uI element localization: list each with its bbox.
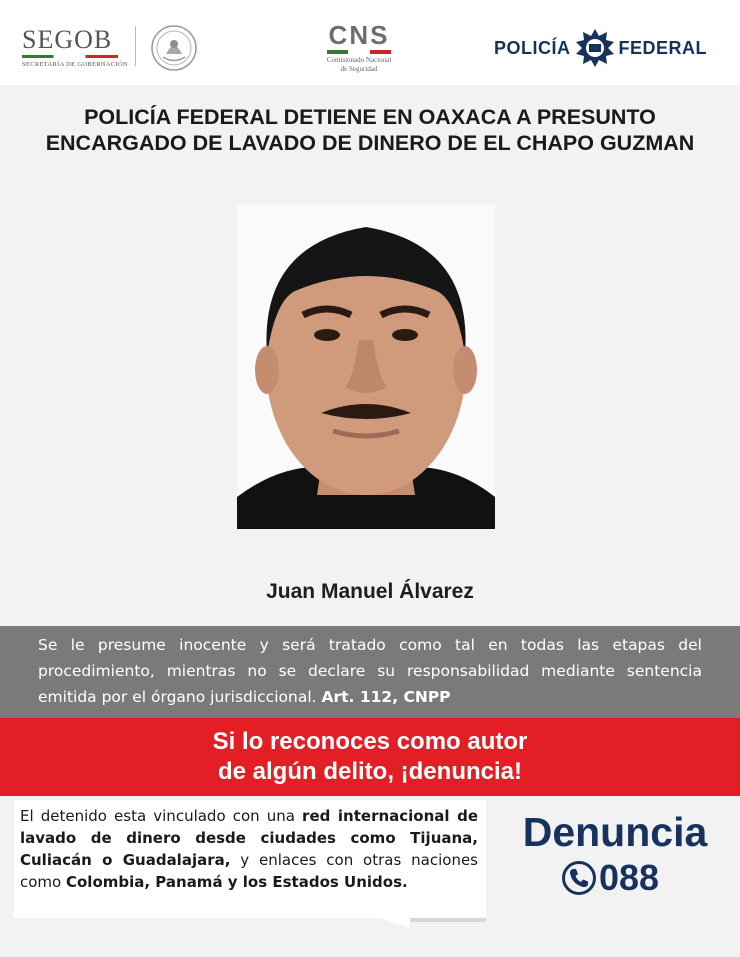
headline <box>0 104 740 156</box>
federal-word: FEDERAL <box>618 37 708 58</box>
segob-subtitle: SECRETARÍA DE GOBERNACIÓN <box>22 61 128 68</box>
cns-subtitle-line2: de Seguridad <box>340 65 378 73</box>
denuncia-block <box>500 808 730 898</box>
denuncia-label: Denuncia <box>522 809 708 855</box>
cta-line1: Si lo reconoces como autor <box>212 728 528 755</box>
headline-line2: ENCARGADO DE LAVADO DE DINERO DE EL CHAPO GUZMAN <box>45 131 695 155</box>
hotline-row[interactable] <box>490 858 730 898</box>
portrait-illustration <box>237 205 495 529</box>
national-seal-icon <box>150 24 198 72</box>
headline-line1: POLICÍA FEDERAL DETIENE EN OAXACA A PRESUNTO <box>84 105 656 129</box>
phone-icon <box>561 860 597 896</box>
cns-subtitle-line1: Comisionado Nacional <box>326 56 392 64</box>
presumption-text: Se le presume inocente y será tratado como tal en todas las etapas del procedimiento, mientras no se declare su responsabilidad mediante sentencia emitida por el órgano jurisdiccional. Art. 112, CNPP <box>38 636 702 706</box>
cns-tricolor-bar <box>327 50 391 54</box>
call-to-action-banner <box>0 718 740 796</box>
presumption-of-innocence-banner <box>0 626 740 718</box>
policia-federal-logo <box>494 28 707 68</box>
police-badge-icon <box>575 28 615 68</box>
header-bar <box>0 0 740 85</box>
detainee-name: Juan Manuel Álvarez <box>266 580 474 603</box>
note-speech-tail <box>380 918 410 928</box>
cns-wordmark: CNS <box>328 20 390 50</box>
note-shadow <box>410 918 486 922</box>
segob-tricolor-line <box>22 55 118 58</box>
policia-word: POLICÍA <box>494 37 571 58</box>
legal-article: Art. 112, CNPP <box>321 688 451 706</box>
case-note-box <box>14 800 486 918</box>
cns-logo <box>314 22 404 74</box>
detainee-photo <box>237 205 495 529</box>
segob-logo <box>22 26 126 68</box>
segob-wordmark: SEGOB <box>22 25 113 54</box>
case-note-text: El detenido esta vinculado con una red internacional de lavado de dinero desde ciudades como Tijuana, Culiacán o Guadalajara, y enlaces con otras naciones como Colombia, Panamá y los Estados Unidos. <box>20 807 478 891</box>
cta-line2: de algún delito, ¡denuncia! <box>217 758 522 785</box>
hotline-number: 088 <box>598 857 660 898</box>
header-divider <box>135 26 136 66</box>
